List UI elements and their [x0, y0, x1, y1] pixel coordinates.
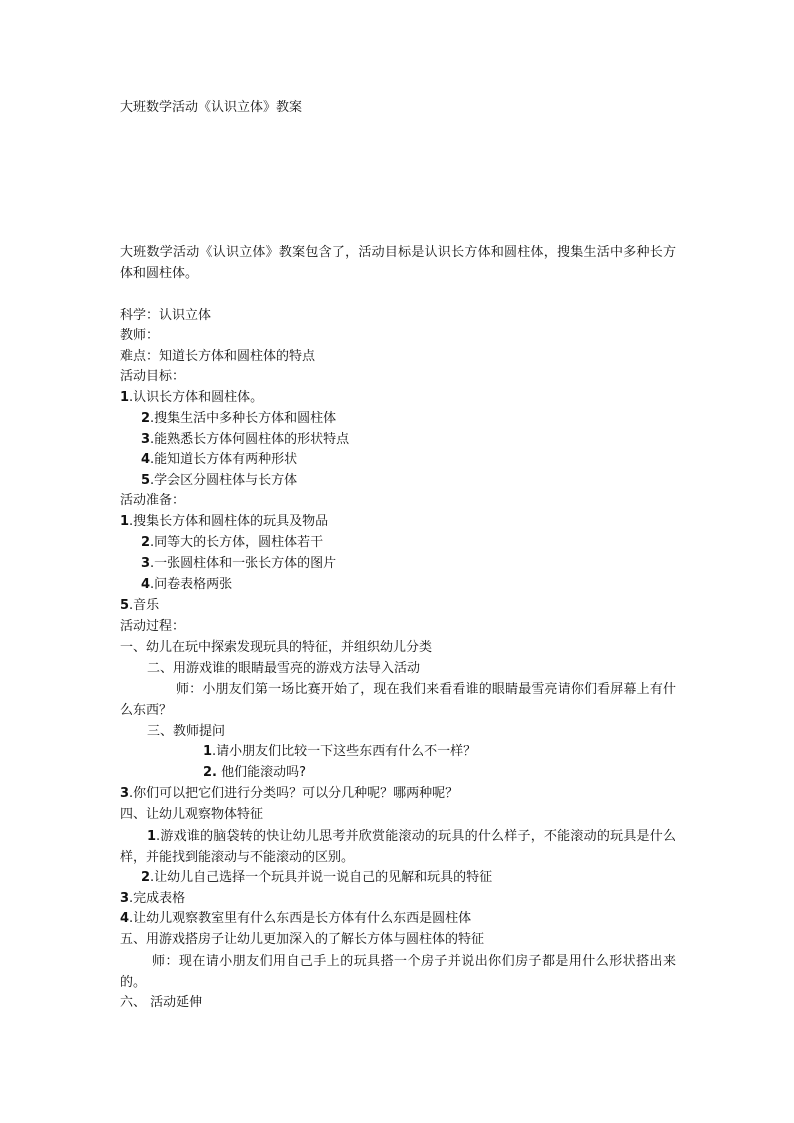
step-4-item: 2.让幼儿自己选择一个玩具并说一说自己的见解和玩具的特征	[141, 870, 493, 885]
step-1: 一、幼儿在玩中探索发现玩具的特征，并组织幼儿分类	[120, 640, 433, 655]
step-5: 五、用游戏搭房子让幼儿更加深入的了解长方体与圆柱体的特征	[120, 932, 485, 947]
step-6: 六、 活动延伸	[120, 995, 203, 1010]
goal-item: 5.学会区分圆柱体与长方体	[141, 473, 298, 488]
question-item: 2. 他们能滚动吗?	[203, 765, 307, 780]
step-2-teacher: 师：小朋友们第一场比赛开始了，现在我们来看看谁的眼睛最雪亮请你们看屏幕上有什么东西？	[120, 682, 676, 718]
step-4-item: 3.完成表格	[120, 891, 186, 906]
step-3: 三、教师提问	[147, 724, 226, 739]
goals-heading: 活动目标：	[120, 369, 186, 384]
intro-paragraph: 大班数学活动《认识立体》教案包含了，活动目标是认识长方体和圆柱体，搜集生活中多种长方体和圆柱体。	[120, 245, 676, 281]
step-2: 二、用游戏谁的眼睛最雪亮的游戏方法导入活动	[147, 661, 421, 676]
step-4: 四、让幼儿观察物体特征	[120, 807, 264, 822]
prep-heading: 活动准备：	[120, 493, 186, 508]
prep-item: 5.音乐	[120, 598, 160, 613]
subject-line: 科学：认识立体	[120, 308, 212, 323]
step-4-item: 4.让幼儿观察教室里有什么东西是长方体有什么东西是圆柱体	[120, 911, 472, 926]
teacher-line: 教师：	[120, 328, 160, 343]
prep-item: 3.一张圆柱体和一张长方体的图片	[141, 556, 337, 571]
document-title: 大班数学活动《认识立体》教案	[120, 100, 303, 115]
prep-item: 1.搜集长方体和圆柱体的玩具及物品	[120, 514, 329, 529]
goal-item: 2.搜集生活中多种长方体和圆柱体	[141, 411, 337, 426]
question-item: 3.你们可以把它们进行分类吗？可以分几种呢？哪两种呢？	[120, 786, 459, 801]
process-heading: 活动过程：	[120, 619, 186, 634]
step-5-teacher: 师：现在请小朋友们用自己手上的玩具搭一个房子并说出你们房子都是用什么形状搭出来的。	[120, 954, 676, 990]
goal-item: 1.认识长方体和圆柱体。	[120, 390, 264, 405]
goal-item: 4.能知道长方体有两种形状	[141, 452, 298, 467]
step-4-item: 1.游戏谁的脑袋转的快让幼儿思考并欣赏能滚动的玩具的什么样子，不能滚动的玩具是什么样，并能找到能滚动与不能滚动的区别。	[120, 829, 676, 865]
prep-item: 4.问卷表格两张	[141, 577, 233, 592]
question-item: 1.请小朋友们比较一下这些东西有什么不一样？	[203, 744, 477, 759]
goal-item: 3.能熟悉长方体何圆柱体的形状特点	[141, 432, 350, 447]
difficulty-line: 难点：知道长方体和圆柱体的特点	[120, 349, 316, 364]
prep-item: 2.同等大的长方体，圆柱体若干	[141, 535, 324, 550]
